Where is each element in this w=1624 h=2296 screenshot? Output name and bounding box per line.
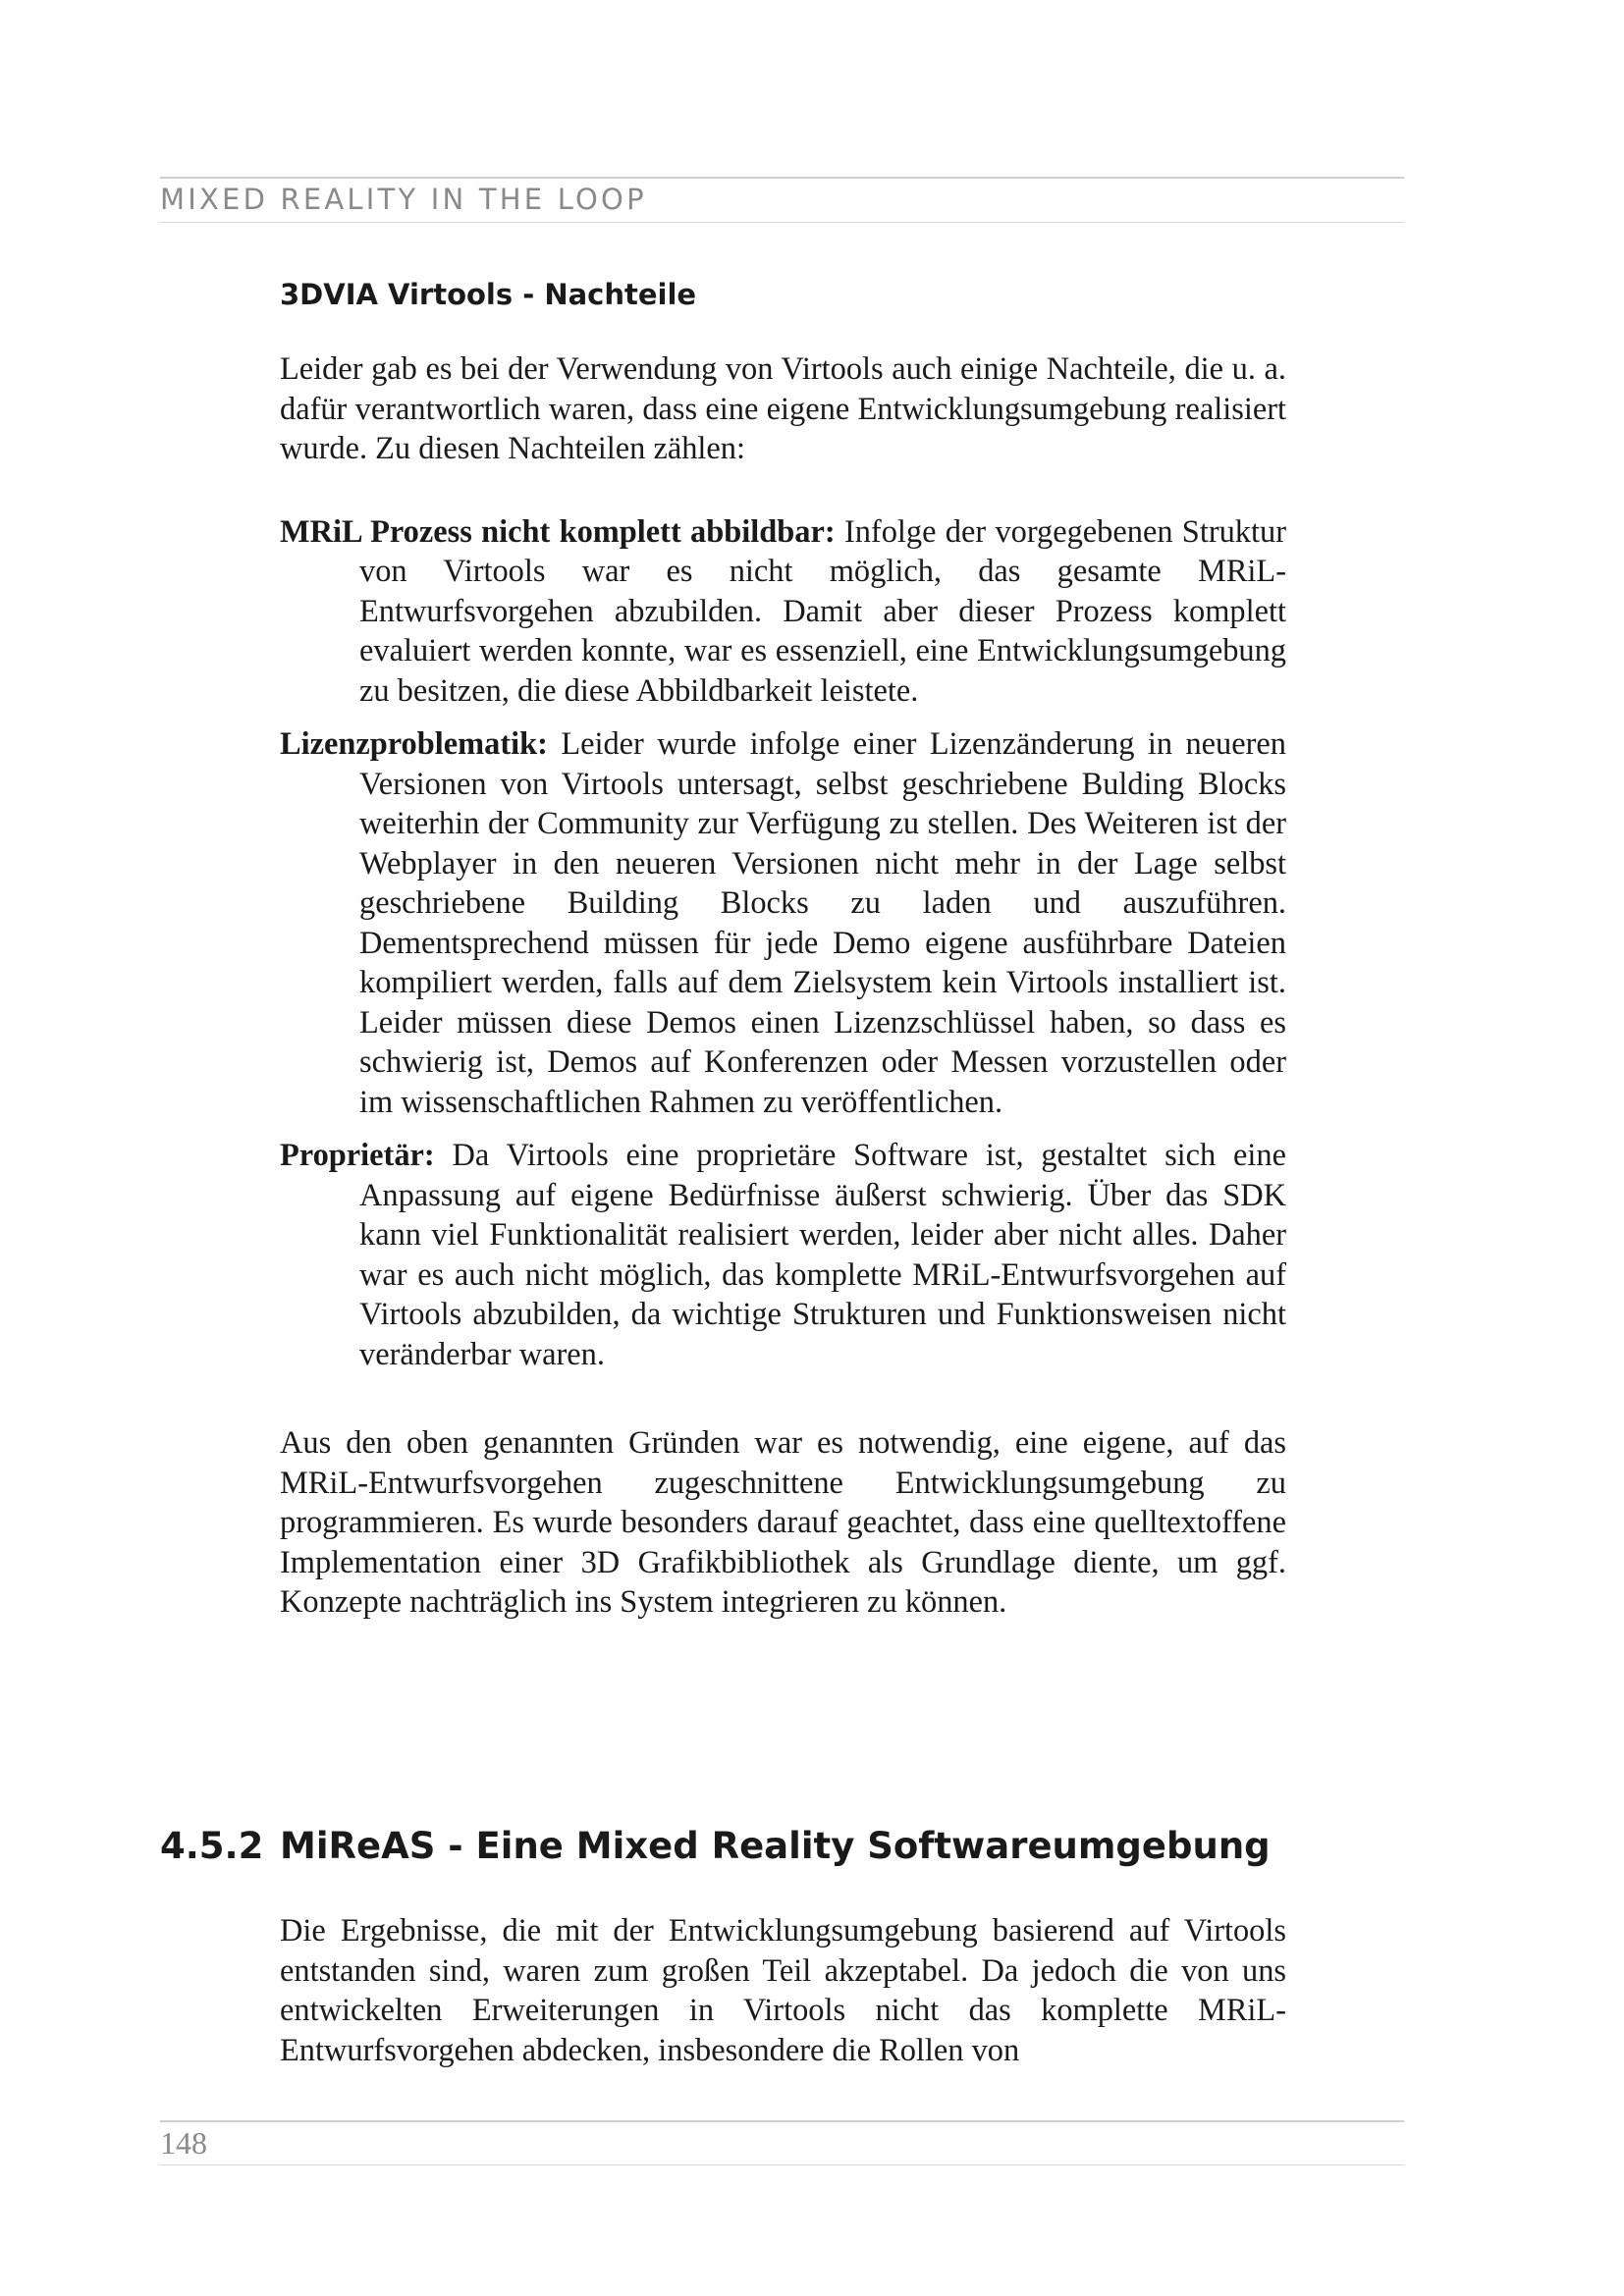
list-item-term: MRiL Prozess nicht komplett abbildbar: bbox=[280, 513, 836, 550]
list-item-text: Da Virtools eine proprietäre Software ist, gestaltet sich eine Anpassung auf eigene Bedürfnisse äußerst schwierig. Über das SDK kann viel Funktionalität realisiert werden, leider aber nicht alles. Daher war es auch nicht möglich, das komplette MRiL-Entwurfsvorgehen auf Virtools abzubilden, da wichtige Strukturen und Funktionsweisen nicht veränderbar waren. bbox=[359, 1138, 1286, 1372]
running-header: MIXED REALITY IN THE LOOP bbox=[160, 183, 647, 216]
section-number: 4.5.2 bbox=[160, 1825, 264, 1867]
section-heading bbox=[160, 1823, 1289, 1870]
subsection-title: 3DVIA Virtools - Nachteile bbox=[280, 278, 697, 311]
list-item bbox=[280, 512, 1286, 712]
header-rule-top bbox=[160, 177, 1404, 179]
header-rule-bottom bbox=[160, 222, 1404, 223]
main-text-block bbox=[280, 275, 1286, 1623]
section-body-paragraph: Die Ergebnisse, die mit der Entwicklungsumgebung basierend auf Virtools entstanden sind, waren zum großen Teil akzeptabel. Da jedoch die von uns entwickelten Erweiterungen in Virtools nicht das komplette MRiL-Entwurfsvorgehen abdecken, insbesondere die Rollen von bbox=[280, 1913, 1286, 2068]
list-item-term: Proprietär: bbox=[280, 1138, 435, 1173]
list-item-text: Leider wurde infolge einer Lizenzänderung in neueren Versionen von Virtools untersagt, selbst geschriebene Bulding Blocks weiterhin der Community zur Verfügung zu stellen. Des Weiteren ist der Webplayer in den neueren Versionen nicht mehr in der Lage selbst geschriebene Building Blocks zu laden und auszuführen. Dementsprechend müssen für jede Demo eigene ausführbare Dateien kompiliert werden, falls auf dem Zielsystem kein Virtools installiert ist. Leider müssen diese Demos einen Lizenzschlüssel haben, so dass es schwierig ist, Demos auf Konferenzen oder Messen vorzustellen oder im wissenschaftlichen Rahmen zu veröffentlichen. bbox=[359, 726, 1286, 1120]
list-item bbox=[280, 724, 1286, 1122]
intro-paragraph: Leider gab es bei der Verwendung von Virtools auch einige Nachteile, die u. a. dafür verantwortlich waren, dass eine eigene Entwicklungsumgebung realisiert wurde. Zu diesen Nachteilen zählen: bbox=[280, 351, 1286, 466]
list-item-text: Infolge der vorgegebenen Struktur von Virtools war es nicht möglich, das gesamte MRiL-Entwurfsvorgehen abzubilden. Damit aber dieser Prozess komplett evaluiert werden konnte, war es essenziell, eine Entwicklungsumgebung zu besitzen, die diese Abbildbarkeit leistete. bbox=[359, 513, 1286, 709]
footer-rule-top bbox=[160, 2120, 1404, 2122]
footer-rule-bottom bbox=[160, 2164, 1404, 2165]
disadvantages-list bbox=[280, 512, 1286, 1375]
section-title: MiReAS - Eine Mixed Reality Softwareumgebung bbox=[280, 1825, 1271, 1867]
page-number: 148 bbox=[160, 2125, 207, 2161]
conclusion-paragraph: Aus den oben genannten Gründen war es notwendig, eine eigene, auf das MRiL-Entwurfsvorgehen zugeschnittene Entwicklungsumgebung zu programmieren. Es wurde besonders darauf geachtet, dass eine quelltextoffene Implementation einer 3D Grafikbibliothek als Grundlage diente, um ggf. Konzepte nachträglich ins System integrieren zu können. bbox=[280, 1425, 1286, 1620]
list-item bbox=[280, 1136, 1286, 1374]
list-item-term: Lizenzproblematik: bbox=[280, 726, 548, 762]
